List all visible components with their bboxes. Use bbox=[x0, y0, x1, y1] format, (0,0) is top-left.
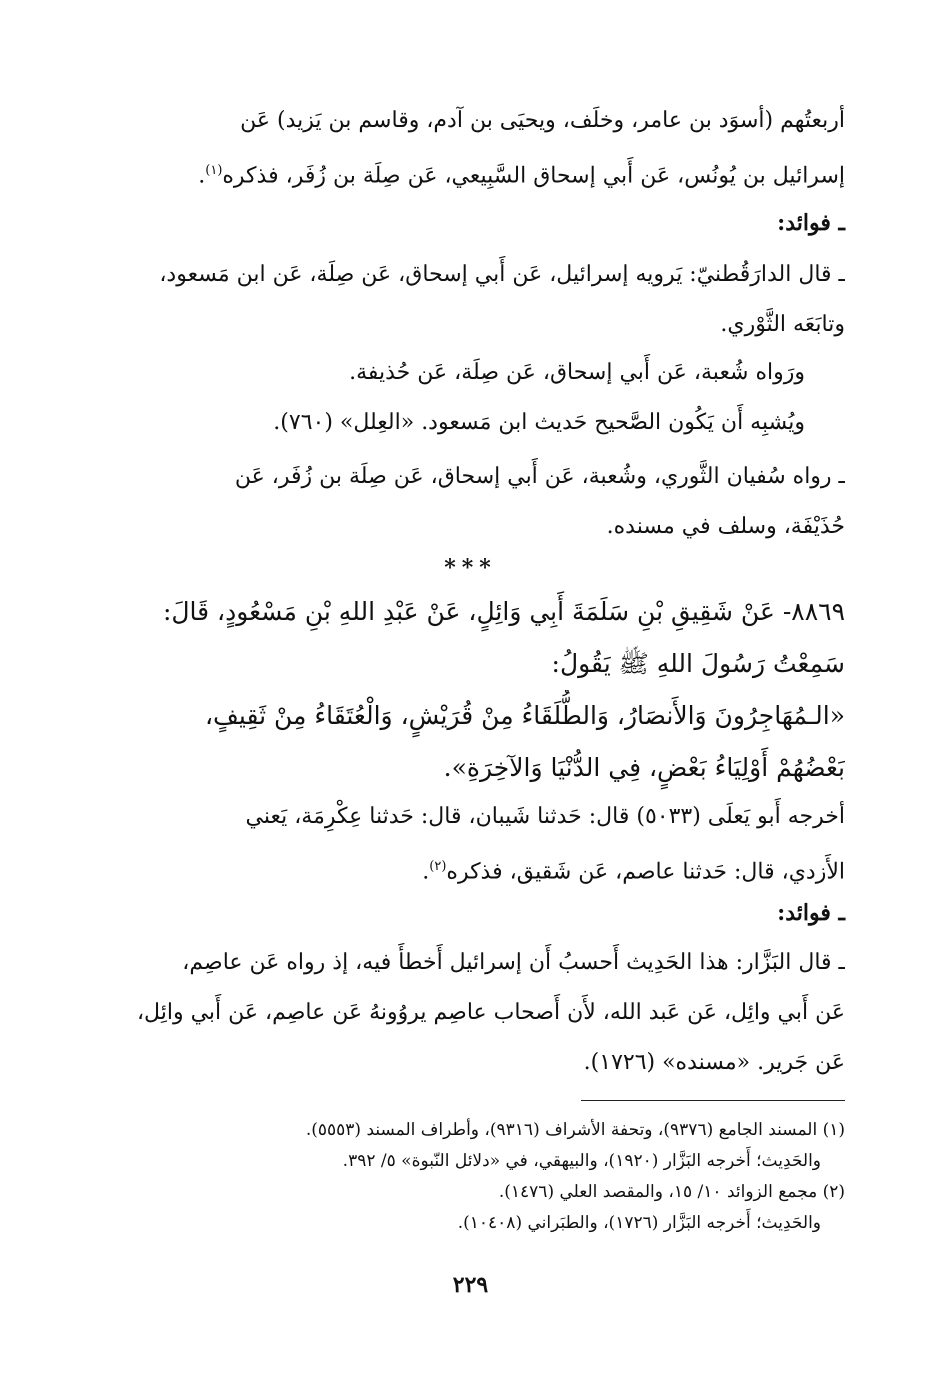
footnote-reference: (١) bbox=[205, 163, 223, 178]
paragraph-thawri bbox=[93, 452, 845, 552]
footnote-divider bbox=[581, 1100, 845, 1101]
text-line: ـ قال البَزَّار: هذا الحَدِيث أَحسبُ أَن إسرائيل أَخطأَ فيه، إذ رواه عَن عاصِم، bbox=[182, 950, 845, 975]
footnote-2: (٢) مجمع الزوائد ١٠/ ١٥، والمقصد العلي (١٤٧٦). bbox=[498, 1182, 845, 1202]
hadith-line: ٨٨٦٩- عَنْ شَقِيقِ بْنِ سَلَمَةَ أَبِي وَائِلٍ، عَنْ عَبْدِ اللهِ بْنِ مَسْعُودٍ، قَالَ: bbox=[162, 597, 845, 626]
section-heading-fawaid: ـ فوائد: bbox=[777, 210, 845, 236]
text-line: عَن جَرير. «مسنده» (١٧٢٦). bbox=[583, 1050, 845, 1075]
hadith-line: بَعْضُهُمْ أَوْلِيَاءُ بَعْضٍ، فِي الدُّنْيَا وَالآخِرَةِ». bbox=[443, 753, 845, 782]
paragraph-bazzar bbox=[93, 938, 845, 1088]
text-segment: الأَزدي، قال: حَدثنا عاصم، عَن شَقيق، فذكره bbox=[446, 859, 845, 885]
paragraph-shuba: ورَواه شُعبة، عَن أَبي إسحاق، عَن صِلَة، عَن حُذيفة. bbox=[349, 360, 805, 385]
footnote-1: (١) المسند الجامع (٩٣٧٦)، وتحفة الأشراف (٩٣١٦)، وأطراف المسند (٥٥٥٣). bbox=[305, 1120, 845, 1140]
page-number: ٢٢٩ bbox=[452, 1272, 489, 1298]
footnotes bbox=[93, 1115, 845, 1239]
paragraph-chain-of-narrators bbox=[93, 96, 845, 201]
footnote-reference: (٢) bbox=[429, 859, 447, 874]
text-line: الأَزدي، قال: حَدثنا عاصم، عَن شَقيق، فذكره$^{(٢)}$. bbox=[422, 859, 845, 885]
paragraph-daraqutni bbox=[93, 250, 845, 350]
text-line: أخرجه أَبو يَعلَى (٥٠٣٣) قال: حَدثنا شَيبان، قال: حَدثنا عِكْرِمَة، يَعني bbox=[245, 804, 845, 829]
text-line: أربعتُهم (أسوَد بن عامر، وخلَف، ويحيَى بن آدم، وقاسم بن يَزيد) عَن bbox=[240, 108, 845, 133]
section-separator: *** bbox=[444, 555, 497, 581]
text-line: وتابَعَه الثَّوْري. bbox=[720, 312, 845, 337]
hadith-line: سَمِعْتُ رَسُولَ اللهِ ﷺ يَقُولُ: bbox=[551, 649, 845, 678]
text-line: حُذَيْفَة، وسلف في مسنده. bbox=[606, 514, 845, 539]
section-heading-fawaid: ـ فوائد: bbox=[777, 900, 845, 926]
footnote-1-continuation: والحَدِيث؛ أَخرجه البَزَّار (١٩٢٠)، والبيهقي، في «دلائل النّبوة» ٥/ ٣٩٢. bbox=[342, 1151, 821, 1171]
text-line: ـ قال الدارَقُطنيّ: يَرويه إسرائيل، عَن أَبي إسحاق، عَن صِلَة، عَن ابن مَسعود، bbox=[159, 262, 845, 287]
text-line: إسرائيل بن يُونُس، عَن أَبي إسحاق السَّبِيعي، عَن صِلَة بن زُفَر، فذكره$^{(١)}$. bbox=[198, 163, 845, 189]
paragraph-abu-yala bbox=[93, 792, 845, 897]
hadith-text bbox=[93, 586, 845, 794]
paragraph-ilal: ويُشبِه أَن يَكُون الصَّحيح حَديث ابن مَسعود. «العِلل» (٧٦٠). bbox=[273, 410, 805, 435]
text-line: عَن أَبي وائِل، عَن عَبد الله، لأَن أَصحاب عاصِم يروُونهُ عَن عاصِم، عَن أَبي وائِل، bbox=[136, 1000, 845, 1025]
text-line: ـ رواه سُفيان الثَّوري، وشُعبة، عَن أَبي إسحاق، عَن صِلَة بن زُفَر، عَن bbox=[234, 464, 845, 489]
text-segment: إسرائيل بن يُونُس، عَن أَبي إسحاق السَّبِيعي، عَن صِلَة بن زُفَر، فذكره bbox=[222, 163, 845, 189]
hadith-line: «الـمُهَاجِرُونَ وَالأَنصَارُ، وَالطُّلَقَاءُ مِنْ قُرَيْشٍ، وَالْعُتَقَاءُ مِنْ ثَقِيفٍ، bbox=[204, 701, 845, 730]
footnote-2-continuation: والحَدِيث؛ أَخرجه البَزَّار (١٧٢٦)، والطبَراني (١٠٤٠٨). bbox=[457, 1213, 821, 1233]
